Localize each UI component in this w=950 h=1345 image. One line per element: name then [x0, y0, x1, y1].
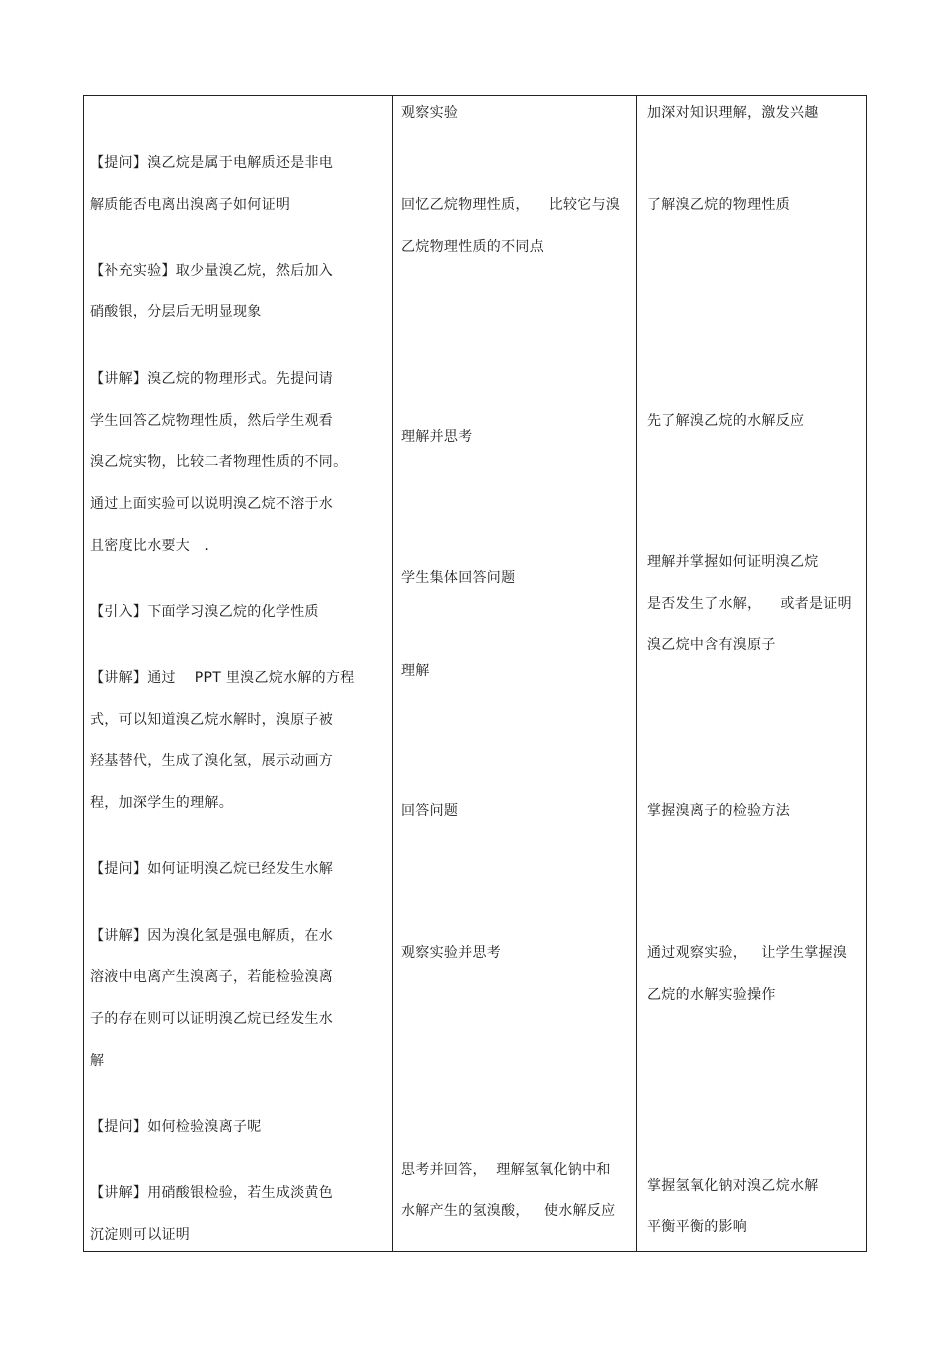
col3-line-2: 了解溴乙烷的物理性质: [647, 197, 790, 213]
col3-line-4: 理解并掌握如何证明溴乙烷: [647, 554, 819, 570]
col2-line-10: 水解产生的氢溴酸， 使水解反应: [401, 1203, 616, 1219]
col1-line-4: 硝酸银，分层后无明显现象: [90, 304, 262, 320]
col3-line-1: 加深对知识理解，激发兴趣: [647, 105, 819, 121]
column-divider-2: [636, 96, 637, 1251]
col1-line-12: 式，可以知道溴乙烷水解时，溴原子被: [90, 712, 334, 728]
col1-line-22: 沉淀则可以证明: [90, 1227, 191, 1243]
col1-line-13: 羟基替代，生成了溴化氢，展示动画方: [90, 753, 334, 769]
column-divider-1: [392, 96, 393, 1251]
col1-line-17: 溶液中电离产生溴离子，若能检验溴离: [90, 969, 334, 985]
col2-line-3: 乙烷物理性质的不同点: [401, 239, 544, 255]
col3-line-5: 是否发生了水解， 或者是证明: [647, 596, 852, 612]
col3-line-8: 通过观察实验， 让学生掌握溴: [647, 945, 848, 961]
col3-line-7: 掌握溴离子的检验方法: [647, 803, 790, 819]
col1-line-15: 【提问】如何证明溴乙烷已经发生水解: [90, 861, 334, 877]
col3-line-9: 乙烷的水解实验操作: [647, 987, 776, 1003]
col1-line-8: 通过上面实验可以说明溴乙烷不溶于水: [90, 496, 334, 512]
col2-line-8: 观察实验并思考: [401, 945, 502, 961]
col1-line-20: 【提问】如何检验溴离子呢: [90, 1119, 262, 1135]
col1-line-21: 【讲解】用硝酸银检验，若生成淡黄色: [90, 1185, 334, 1201]
col2-line-5: 学生集体回答问题: [401, 570, 516, 586]
col3-line-10: 掌握氢氧化钠对溴乙烷水解: [647, 1178, 819, 1194]
col2-line-7: 回答问题: [401, 803, 459, 819]
col1-line-5: 【讲解】溴乙烷的物理形式。先提问请: [90, 371, 334, 387]
col2-line-2: 回忆乙烷物理性质， 比较它与溴: [401, 197, 621, 213]
col2-line-9: 思考并回答， 理解氢氧化钠中和: [401, 1162, 611, 1178]
col1-line-2: 解质能否电离出溴离子如何证明: [90, 197, 291, 213]
col1-line-11: 【讲解】通过 PPT 里溴乙烷水解的方程: [90, 670, 355, 686]
col1-line-19: 解: [90, 1053, 105, 1069]
col1-line-7: 溴乙烷实物，比较二者物理性质的不同。: [90, 454, 348, 470]
col3-line-6: 溴乙烷中含有溴原子: [647, 637, 776, 653]
col1-line-18: 子的存在则可以证明溴乙烷已经发生水: [90, 1011, 334, 1027]
col1-line-16: 【讲解】因为溴化氢是强电解质，在水: [90, 928, 334, 944]
col2-line-1: 观察实验: [401, 105, 459, 121]
col1-line-1: 【提问】溴乙烷是属于电解质还是非电: [90, 155, 334, 171]
col2-line-4: 理解并思考: [401, 429, 473, 445]
col2-line-6: 理解: [401, 663, 430, 679]
col1-line-9: 且密度比水要大 .: [90, 538, 210, 554]
col1-line-10: 【引入】下面学习溴乙烷的化学性质: [90, 604, 319, 620]
col3-line-11: 平衡平衡的影响: [647, 1219, 748, 1235]
col1-line-3: 【补充实验】取少量溴乙烷，然后加入: [90, 263, 334, 279]
col1-line-6: 学生回答乙烷物理性质，然后学生观看: [90, 413, 334, 429]
col1-line-14: 程，加深学生的理解。: [90, 795, 233, 811]
col3-line-3: 先了解溴乙烷的水解反应: [647, 413, 805, 429]
